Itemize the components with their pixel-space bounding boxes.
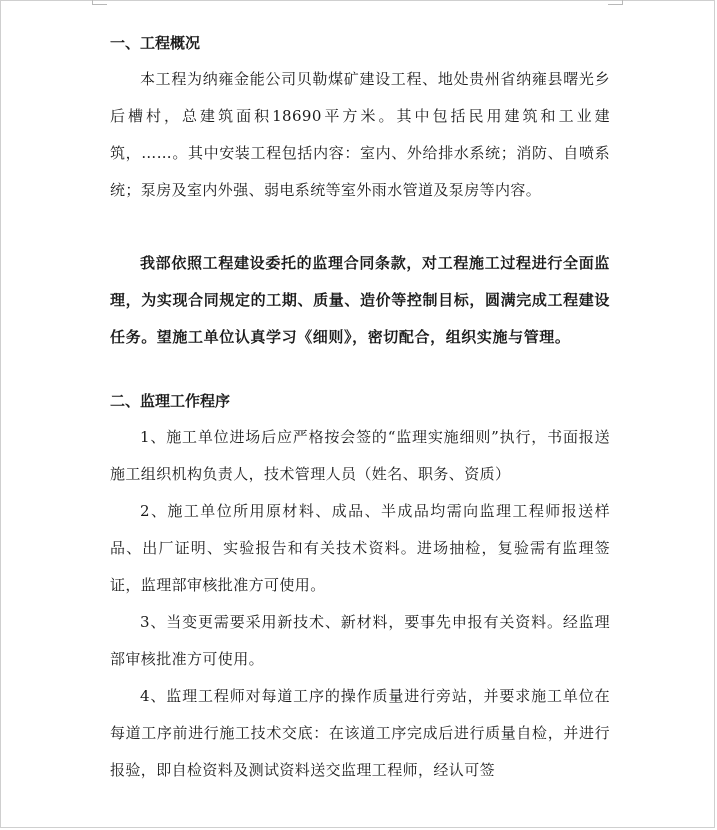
procedure-item-2: 2、施工单位所用原材料、成品、半成品均需向监理工程师报送样品、出厂证明、实验报告和有关技术资料。进场抽检，复验需有监理签证，监理部审核批准方可使用。 xyxy=(110,502,610,594)
procedure-item-1: 1、施工单位进场后应严格按会签的“监理实施细则”执行，书面报送施工组织机构负责人，技术管理人员（姓名、职务、资质） xyxy=(110,428,610,483)
procedure-item-4: 4、监理工程师对每道工序的操作质量进行旁站，并要求施工单位在每道工序前进行施工技术交底：在该道工序完成后进行质量自检，并进行报验，即自检资料及测试资料送交监理工程师，经认可签 xyxy=(110,687,610,779)
section-2-heading: 二、监理工作程序 xyxy=(110,392,231,410)
section-1-paragraph-supervision-statement: 我部依照工程建设委托的监理合同条款，对工程施工过程进行全面监理，为实现合同规定的工期、质量、造价等控制目标，圆满完成工程建设任务。望施工单位认真学习《细则》，密切配合，组织实施与管理。 xyxy=(110,254,610,346)
page-corner-mark-left xyxy=(92,0,107,5)
section-1-heading: 一、工程概况 xyxy=(110,34,201,52)
procedure-item-3: 3、当变更需要采用新技术、新材料，要事先申报有关资料。经监理部审核批准方可使用。 xyxy=(110,613,610,668)
section-1-paragraph-overview: 本工程为纳雍金能公司贝勒煤矿建设工程、地处贵州省纳雍县曙光乡后槽村，总建筑面积18690平方米。其中包括民用建筑和工业建筑，……。其中安装工程包括内容：室内、外给排水系统；消防、自喷系统；泵房及室内外强、弱电系统等室外雨水管道及泵房等内容。 xyxy=(110,70,610,199)
document-body xyxy=(110,28,610,789)
page-corner-mark-right xyxy=(608,0,623,5)
